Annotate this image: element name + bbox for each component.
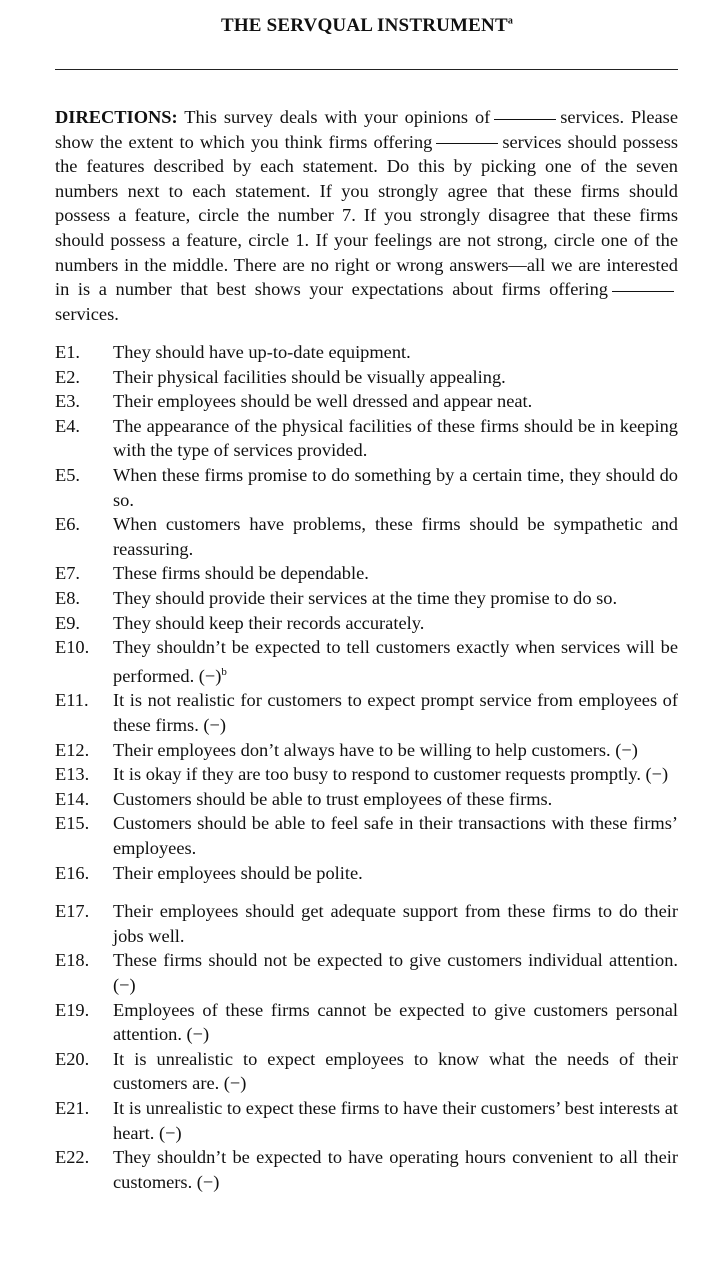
statement-item (55, 586, 678, 611)
statement-number: E9. (55, 612, 81, 633)
directions-text-1: This survey deals with your opinions of (184, 107, 491, 127)
statement-number: E5. (55, 464, 81, 485)
statement-item (55, 463, 678, 512)
statement-item (55, 899, 678, 948)
statement-text: It is unrealistic to expect these firms to have their customers’ best interests at heart. (−) (113, 1097, 678, 1143)
statement-number: E2. (55, 366, 81, 387)
statement-text: When these firms promise to do something by a certain time, they should do so. (113, 464, 678, 510)
directions-text-4: services. (55, 303, 119, 324)
statement-text: They should keep their records accurately. (113, 612, 425, 633)
title-text: THE SERVQUAL INSTRUMENT (220, 15, 508, 36)
statement-item (55, 811, 678, 860)
statement-text: These firms should not be expected to give customers individual attention. (−) (113, 950, 678, 995)
statement-number: E6. (55, 514, 81, 535)
statement-number: E11. (55, 690, 89, 711)
statement-text: They shouldn’t be expected to have operating hours convenient to all their customers. (−) (113, 1147, 678, 1192)
statement-item (55, 861, 678, 886)
statement-text: Employees of these firms cannot be expected to give customers personal attention. (−) (113, 999, 678, 1045)
directions-paragraph (55, 105, 678, 326)
statement-item (55, 1047, 678, 1096)
statement-number: E20. (55, 1048, 90, 1069)
statement-number: E21. (55, 1097, 90, 1118)
statement-text: It is not realistic for customers to expect prompt service from employees of these firms. (−) (113, 690, 678, 736)
statement-number: E17. (55, 901, 90, 922)
document-title (0, 15, 703, 37)
statement-text: It is okay if they are too busy to respond to customer requests promptly. (−) (113, 764, 669, 785)
statement-item (55, 787, 678, 812)
statement-item (55, 948, 678, 997)
statement-item (55, 389, 678, 414)
statement-item (55, 561, 678, 586)
statement-number: E12. (55, 739, 90, 760)
statement-text-with-footnote (113, 635, 678, 688)
statement-list (55, 340, 678, 1194)
statement-item (55, 635, 678, 688)
statement-text: Their employees should get adequate support from these firms to do their jobs well. (113, 901, 678, 946)
statement-text: Their employees don’t always have to be willing to help customers. (−) (113, 739, 638, 760)
statement-text: They should have up-to-date equipment. (113, 342, 411, 362)
directions-text-3: services should possess the features described by each statement. Do this by picking one of the seven numbers next to each statement. If you strongly agree that these firms should possess a feature, circle the number 7. If you strongly disagree that these firms should possess a feature, circle 1. If your feelings are not strong, circle one of the numbers in the middle. There are no right or wrong answers—all we are interested in is a number that best shows your expectations about firms offering (55, 131, 679, 300)
service-type-blank (494, 118, 556, 120)
statement-number: E16. (55, 862, 90, 883)
footnote-marker: b (221, 665, 227, 678)
statement-text: Their employees should be polite. (113, 862, 363, 883)
statement-text: Their physical facilities should be visually appealing. (113, 366, 506, 387)
statement-number: E7. (55, 563, 81, 584)
statement-number: E19. (55, 999, 90, 1020)
title-divider (55, 69, 678, 70)
statement-text: It is unrealistic to expect employees to know what the needs of their customers are. (−) (113, 1048, 678, 1094)
statement-text: Their employees should be well dressed and appear neat. (113, 391, 533, 412)
statement-item (55, 738, 678, 763)
statement-number: E1. (55, 342, 81, 362)
statement-number: E18. (55, 950, 90, 971)
statement-item (55, 512, 678, 561)
statement-text: They should provide their services at the time they promise to do so. (113, 587, 618, 608)
statement-item (55, 1145, 678, 1194)
statement-number: E13. (55, 764, 90, 785)
statement-text: These firms should be dependable. (113, 563, 369, 584)
statement-item (55, 365, 678, 390)
statement-item (55, 1096, 678, 1145)
statement-item (55, 688, 678, 737)
statement-text: They shouldn’t be expected to tell customers exactly when services will be performed. (−) (113, 637, 678, 686)
statement-item (55, 998, 678, 1047)
statement-number: E15. (55, 813, 90, 834)
statement-number: E8. (55, 587, 81, 608)
service-type-blank (612, 290, 674, 292)
statement-number: E14. (55, 788, 90, 809)
statement-text: When customers have problems, these firms should be sympathetic and reassuring. (113, 514, 678, 559)
directions-label: DIRECTIONS: (55, 107, 178, 127)
statement-item (55, 762, 678, 787)
title-footnote-marker: a (507, 15, 514, 27)
service-type-blank (436, 142, 498, 144)
statement-number: E3. (55, 391, 81, 412)
statement-number: E22. (55, 1147, 90, 1168)
statement-text: Customers should be able to feel safe in their transactions with these firms’ employees. (113, 813, 678, 858)
statement-item (55, 611, 678, 636)
statement-number: E4. (55, 415, 81, 436)
statement-number: E10. (55, 637, 90, 658)
statement-text: The appearance of the physical facilities of these firms should be in keeping with the type of services provided. (113, 415, 678, 461)
statement-item (55, 340, 678, 365)
directions-text-2: services. Please show the extent to which you think firms offering (55, 107, 678, 152)
statement-text: Customers should be able to trust employees of these firms. (113, 788, 553, 809)
statement-item (55, 414, 678, 463)
